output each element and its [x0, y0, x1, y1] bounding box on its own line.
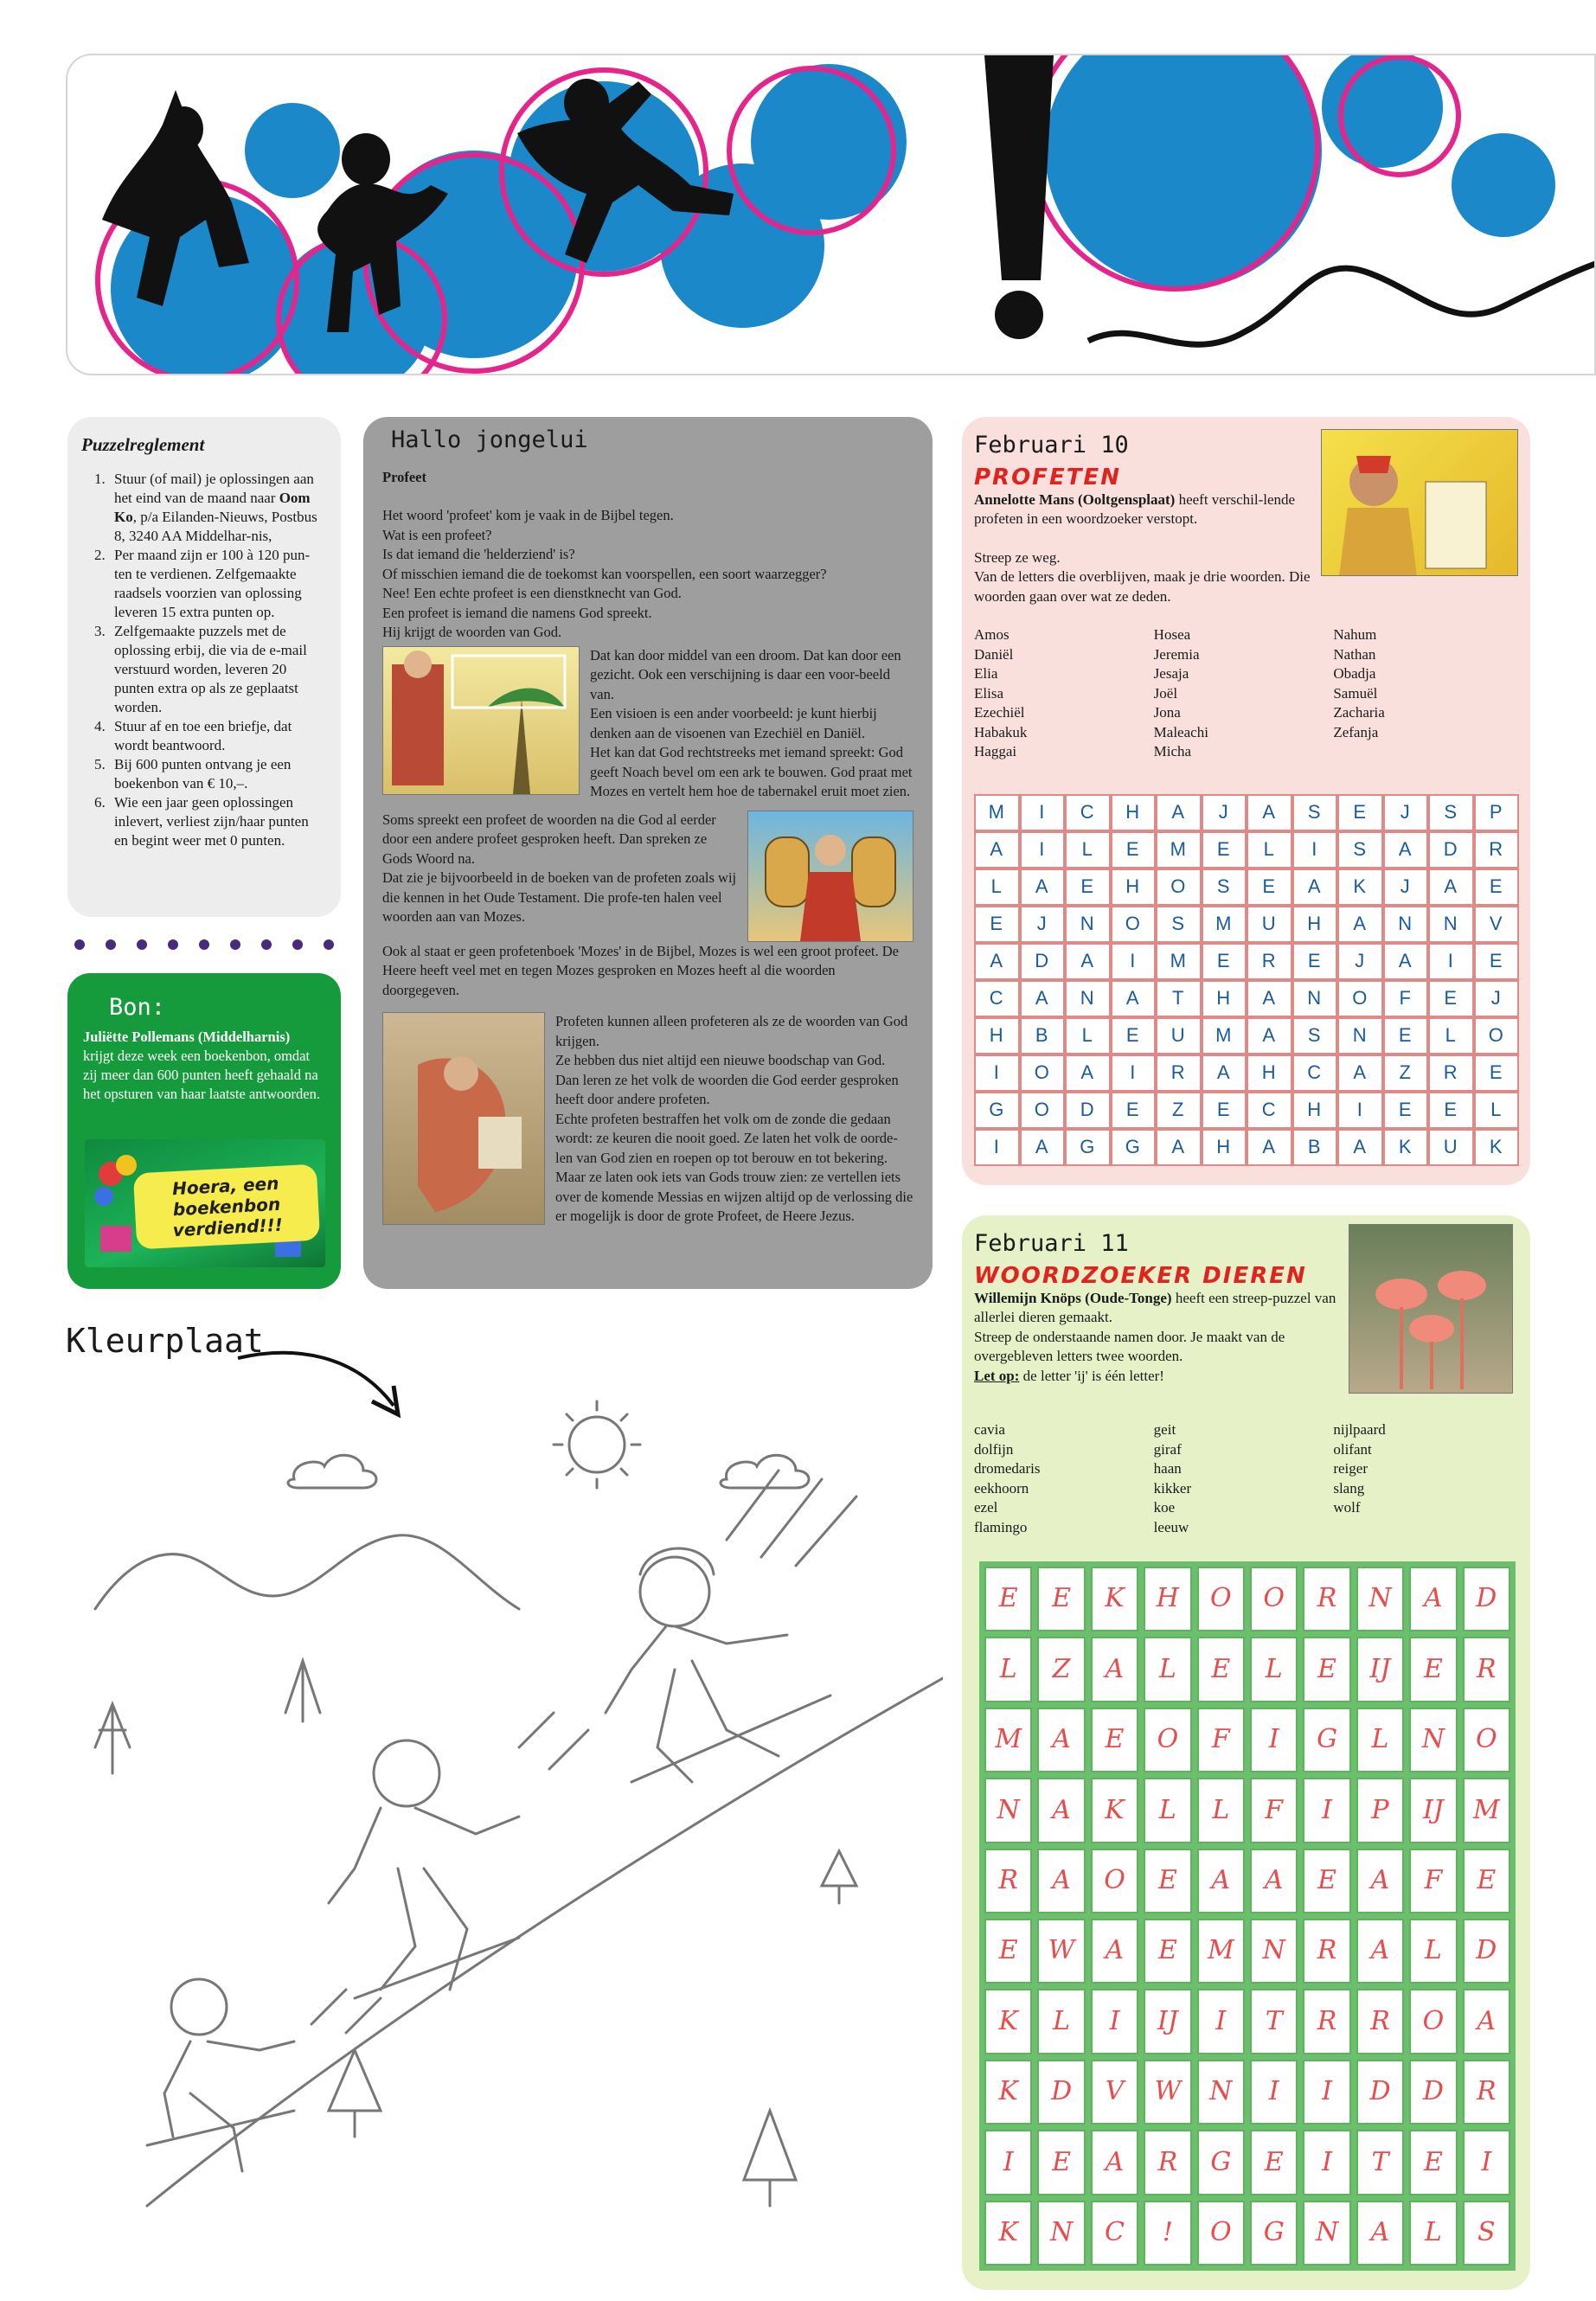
grid-cell: C	[1065, 794, 1111, 831]
grid-cell: D	[1065, 1092, 1111, 1129]
grid-cell: I	[1303, 2060, 1350, 2125]
grid-cell: D	[1356, 2060, 1404, 2125]
grid-cell: A	[1337, 906, 1383, 943]
hallo-line: Wat is een profeet?	[382, 526, 492, 543]
grid-cell: G	[1111, 1129, 1157, 1166]
boekenbon-caption: Hoera, een boekenbon verdiend!!!	[133, 1164, 320, 1250]
grid-cell: H	[1111, 794, 1157, 831]
grid-cell: O	[1111, 906, 1157, 943]
hallo-panel	[363, 417, 933, 1289]
rule-item: 1. Stuur (of mail) je oplossingen aan het eind van de maand naar Oom Ko, p/a Eilanden-Nieuws, Postbus 8, 3240 AA Middelhar-nis,	[109, 470, 325, 546]
grid-cell: L	[1356, 1708, 1404, 1772]
bon-title: Bon:	[109, 994, 166, 1021]
grid-cell: A	[1356, 1919, 1404, 1984]
grid-cell: G	[1303, 1708, 1350, 1772]
grid-cell: J	[1337, 943, 1383, 980]
grid-cell: A	[1020, 1129, 1066, 1166]
grid-cell: R	[1156, 1054, 1202, 1092]
grid-cell: C	[974, 980, 1020, 1017]
rules-panel	[67, 417, 341, 917]
grid-cell: A	[1409, 1567, 1457, 1631]
grid-cell: A	[1020, 980, 1066, 1017]
grid-cell: Z	[1383, 1054, 1429, 1092]
grid-cell: B	[1020, 1017, 1066, 1054]
grid-cell: I	[1337, 1092, 1383, 1129]
grid-cell: R	[1474, 831, 1520, 868]
grid-cell: O	[1463, 1708, 1510, 1772]
grid-cell: L	[974, 868, 1020, 906]
grid-cell: K	[1091, 1778, 1138, 1843]
grid-cell: E	[984, 1567, 1032, 1631]
feb11-title: Februari 11	[974, 1230, 1129, 1257]
grid-cell: P	[1474, 794, 1520, 831]
grid-cell: G	[1250, 2201, 1298, 2266]
grid-cell: J	[1383, 868, 1429, 906]
grid-cell: A	[1111, 980, 1157, 1017]
grid-cell: H	[1292, 1092, 1338, 1129]
grid-cell: I	[1111, 1054, 1157, 1092]
grid-cell: N	[1428, 906, 1474, 943]
grid-cell: E	[1037, 2130, 1085, 2195]
grid-cell: S	[1428, 794, 1474, 831]
grid-cell: L	[1065, 831, 1111, 868]
grid-cell: E	[1144, 1849, 1191, 1913]
feb10-instruction: Streep ze weg.	[974, 548, 1061, 566]
grid-cell: O	[1409, 1989, 1457, 2054]
grid-cell: L	[1037, 1989, 1085, 2054]
boekenbon-image	[85, 1139, 325, 1267]
grid-cell: Z	[1037, 1637, 1085, 1702]
prophet-scroll-image	[1321, 429, 1518, 576]
grid-cell: I	[1091, 1989, 1138, 2054]
grid-cell: V	[1091, 2060, 1138, 2125]
grid-cell: A	[1383, 831, 1429, 868]
grid-cell: E	[1474, 868, 1520, 906]
grid-cell: L	[1247, 831, 1292, 868]
bon-winner: Juliëtte Pollemans (Middelharnis)	[83, 1029, 291, 1045]
grid-cell: V	[1474, 906, 1520, 943]
grid-cell: O	[1020, 1092, 1066, 1129]
grid-cell: E	[1292, 943, 1338, 980]
dot-divider	[67, 934, 341, 955]
grid-cell: H	[974, 1017, 1020, 1054]
grid-cell: N	[1383, 906, 1429, 943]
grid-cell: O	[1020, 1054, 1066, 1092]
grid-cell: R	[1356, 1989, 1404, 2054]
grid-cell: R	[1247, 943, 1292, 980]
grid-cell: A	[1197, 1849, 1245, 1913]
hallo-paragraph: Een visioen is een ander voorbeeld: je kunt hierbij denken aan de visoenen van Ezechiël en Daniël.	[590, 705, 877, 741]
grid-cell: I	[974, 1129, 1020, 1166]
grid-cell: I	[1303, 2130, 1350, 2195]
grid-cell: M	[974, 794, 1020, 831]
grid-cell: E	[1474, 1054, 1520, 1092]
rule-item: 6. Wie een jaar geen oplossingen inlevert, verliest zijn/haar punten en begint weer met 0 punten.	[109, 793, 325, 850]
hallo-title: Hallo jongelui	[391, 426, 588, 453]
feb10-intro: Annelotte Mans (Ooltgensplaat) heeft verschil-lende profeten in een woordzoeker verstopt.	[974, 490, 1296, 527]
banner-illustration	[67, 55, 1596, 375]
grid-cell: M	[1202, 1017, 1247, 1054]
feb10-instruction: Van de letters die overblijven, maak je drie woorden. Die woorden gaan over wat ze deden.	[974, 568, 1311, 605]
grid-cell: E	[1202, 831, 1247, 868]
grid-cell: E	[1111, 831, 1157, 868]
grid-cell: N	[1303, 2201, 1350, 2266]
grid-cell: K	[1091, 1567, 1138, 1631]
grid-cell: I	[1303, 1778, 1350, 1843]
grid-cell: A	[1428, 868, 1474, 906]
grid-cell: J	[1202, 794, 1247, 831]
grid-cell: E	[1383, 1017, 1429, 1054]
grid-cell: A	[1292, 868, 1338, 906]
hallo-paragraph: Ook al staat er geen profetenboek 'Mozes' in de Bijbel, Mozes is wel een groot profeet. De Heere heeft veel met en tegen Mozes gesproken en Mozes heeft al die woorden doorgegeven.	[382, 942, 899, 998]
grid-cell: IJ	[1409, 1778, 1457, 1843]
grid-cell: A	[1337, 1129, 1383, 1166]
grid-cell: A	[1091, 1637, 1138, 1702]
grid-cell: I	[1428, 943, 1474, 980]
grid-cell: N	[984, 1778, 1032, 1843]
feb10-wordsearch-grid	[974, 794, 1519, 1166]
grid-cell: G	[1065, 1129, 1111, 1166]
grid-cell: L	[1144, 1778, 1191, 1843]
grid-cell: A	[974, 831, 1020, 868]
grid-cell: A	[1247, 1017, 1292, 1054]
grid-cell: A	[1247, 794, 1292, 831]
hallo-line: Een profeet is iemand die namens God spreekt.	[382, 604, 652, 621]
grid-cell: H	[1247, 1054, 1292, 1092]
grid-cell: O	[1337, 980, 1383, 1017]
rules-list	[81, 470, 325, 850]
grid-cell: A	[1247, 980, 1292, 1017]
grid-cell: L	[1409, 2201, 1457, 2266]
grid-cell: K	[984, 1989, 1032, 2054]
grid-cell: F	[1250, 1778, 1298, 1843]
hallo-paragraph: Echte profeten bestraffen het volk om de zonde die gedaan wordt: ze keuren die nooit goed. Ze laten het volk de oorde-len van God zien en roepen op tot berouw en tot bekering.	[555, 1110, 898, 1166]
grid-cell: !	[1144, 2201, 1191, 2266]
grid-cell: F	[1409, 1849, 1457, 1913]
grid-cell: L	[984, 1637, 1032, 1702]
grid-cell: L	[1474, 1092, 1520, 1129]
hallo-line: Nee! Een echte profeet is een dienstknecht van God.	[382, 585, 682, 601]
grid-cell: D	[1463, 1567, 1510, 1631]
grid-cell: E	[1474, 943, 1520, 980]
grid-cell: E	[1247, 868, 1292, 906]
grid-cell: N	[1197, 2060, 1245, 2125]
grid-cell: A	[1337, 1054, 1383, 1092]
grid-cell: K	[984, 2201, 1032, 2266]
grid-cell: D	[1409, 2060, 1457, 2125]
grid-cell: J	[1020, 906, 1066, 943]
grid-cell: A	[1037, 1849, 1085, 1913]
grid-cell: R	[1303, 1567, 1350, 1631]
grid-cell: S	[1156, 906, 1202, 943]
grid-cell: I	[1463, 2130, 1510, 2195]
grid-cell: O	[1474, 1017, 1520, 1054]
grid-cell: N	[1409, 1708, 1457, 1772]
grid-cell: A	[1037, 1708, 1085, 1772]
grid-cell: F	[1383, 980, 1429, 1017]
grid-cell: A	[1065, 1054, 1111, 1092]
grid-cell: I	[984, 2130, 1032, 2195]
bon-text: Juliëtte Pollemans (Middelharnis) krijgt deze week een boekenbon, omdat zij meer dan 600 punten heeft gehaald na het opsturen van haar laatste antwoorden.	[83, 1029, 320, 1102]
hallo-line: Is dat iemand die 'helderziend' is?	[382, 546, 575, 562]
grid-cell: IJ	[1356, 1637, 1404, 1702]
grid-cell: L	[1144, 1637, 1191, 1702]
grid-cell: E	[1202, 1092, 1247, 1129]
grid-cell: R	[1303, 1919, 1350, 1984]
grid-cell: I	[974, 1054, 1020, 1092]
grid-cell: L	[1197, 1778, 1245, 1843]
grid-cell: A	[1156, 1129, 1202, 1166]
grid-cell: E	[1065, 868, 1111, 906]
grid-cell: E	[1111, 1017, 1157, 1054]
grid-cell: A	[1247, 1129, 1292, 1166]
grid-cell: E	[1111, 1092, 1157, 1129]
grid-cell: E	[1144, 1919, 1191, 1984]
grid-cell: G	[1197, 2130, 1245, 2195]
hallo-paragraph: Maar ze laten ook iets van Gods trouw zien: ze vertellen iets over de komende Messias en wijzen altijd op de verlossing die er mogelijk is door de grote Profeet, de Heere Jezus.	[555, 1169, 913, 1224]
grid-cell: N	[1292, 980, 1338, 1017]
grid-cell: N	[1065, 980, 1111, 1017]
rule-item: 5. Bij 600 punten ontvang je een boekenbon van € 10,–.	[109, 755, 325, 793]
grid-cell: I	[1197, 1989, 1245, 2054]
grid-cell: IJ	[1144, 1989, 1191, 2054]
header-banner	[66, 54, 1596, 375]
grid-cell: H	[1292, 906, 1338, 943]
grid-cell: C	[1292, 1054, 1338, 1092]
grid-cell: K	[1383, 1129, 1429, 1166]
grid-cell: A	[1156, 794, 1202, 831]
grid-cell: M	[1156, 943, 1202, 980]
prophet-fresco-image	[382, 1012, 545, 1225]
grid-cell: L	[1065, 1017, 1111, 1054]
hallo-paragraph: Dat zie je bijvoorbeeld in de boeken van de profeten zoals wij die kennen in het Oude Testament. Die profe-ten halen veel woorden aan van Mozes.	[382, 869, 737, 925]
grid-cell: S	[1292, 794, 1338, 831]
grid-cell: R	[1303, 1989, 1350, 2054]
coloring-page-illustration	[69, 1384, 943, 2284]
hallo-paragraph: Dat kan door middel van een droom. Dat kan door een gezicht. Ook een verschijning is daar een voor-beeld van.	[590, 646, 901, 702]
feb11-intro: Willemijn Knöps (Oude-Tonge) heeft een streep-puzzel van allerlei dieren gemaakt.	[974, 1289, 1336, 1325]
grid-cell: A	[1020, 868, 1066, 906]
grid-cell: A	[1091, 2130, 1138, 2195]
grid-cell: K	[1474, 1129, 1520, 1166]
feb11-wordsearch-grid	[979, 1561, 1516, 2271]
grid-cell: M	[984, 1708, 1032, 1772]
grid-cell: S	[1463, 2201, 1510, 2266]
grid-cell: H	[1202, 1129, 1247, 1166]
grid-cell: E	[1250, 2130, 1298, 2195]
moses-tablets-image	[747, 811, 913, 942]
grid-cell: S	[1202, 868, 1247, 906]
grid-cell: K	[984, 2060, 1032, 2125]
grid-cell: A	[1202, 1054, 1247, 1092]
grid-cell: O	[1197, 1567, 1245, 1631]
grid-cell: D	[1020, 943, 1066, 980]
prophet-vision-image	[382, 646, 580, 795]
grid-cell: N	[1250, 1919, 1298, 1984]
hallo-line: Of misschien iemand die de toekomst kan voorspellen, een soort waarzegger?	[382, 565, 827, 582]
grid-cell: I	[1250, 1708, 1298, 1772]
grid-cell: A	[1065, 943, 1111, 980]
grid-cell: O	[1156, 868, 1202, 906]
grid-cell: A	[1383, 943, 1429, 980]
feb11-wordlist: cavia dolfijn dromedaris eekhoorn ezel flamingo geit giraf haan kikker koe leeuw nijlpaard olifant reiger slang wolf	[974, 1421, 1386, 1535]
grid-cell: E	[1037, 1567, 1085, 1631]
grid-cell: T	[1356, 2130, 1404, 2195]
feb10-title: Februari 10	[974, 432, 1129, 458]
grid-cell: L	[1428, 1017, 1474, 1054]
grid-cell: I	[1292, 831, 1338, 868]
rule-item: 3. Zelfgemaakte puzzels met de oplossing erbij, die via de e-mail verstuurd worden, leveren 20 punten extra op als ze geplaatst worden.	[109, 622, 325, 717]
grid-cell: E	[1202, 943, 1247, 980]
grid-cell: O	[1197, 2201, 1245, 2266]
grid-cell: C	[1247, 1092, 1292, 1129]
grid-cell: E	[1428, 980, 1474, 1017]
bon-panel	[67, 973, 341, 1289]
hallo-paragraph: Het kan dat God rechtstreeks met iemand spreekt: God geeft Noach bevel om een ark te bouwen. God praat met Mozes en vertelt hem hoe de tabernakel eruit moet zien.	[590, 744, 913, 799]
hallo-subtitle: Profeet	[382, 468, 426, 485]
grid-cell: E	[1337, 794, 1383, 831]
rule-item: 2. Per maand zijn er 100 à 120 pun-ten te verdienen. Zelfgemaakte raadsels voorzien van oplossing leveren 15 extra punten op.	[109, 546, 325, 622]
grid-cell: M	[1156, 831, 1202, 868]
grid-cell: H	[1202, 980, 1247, 1017]
februari-11-panel	[962, 1215, 1530, 2290]
grid-cell: M	[1202, 906, 1247, 943]
grid-cell: D	[1037, 2060, 1085, 2125]
grid-cell: E	[1409, 1637, 1457, 1702]
grid-cell: M	[1197, 1919, 1245, 1984]
hallo-paragraph: Ze hebben dus niet altijd een nieuwe boodschap van God.	[555, 1052, 886, 1068]
grid-cell: O	[1144, 1708, 1191, 1772]
grid-cell: E	[1463, 1849, 1510, 1913]
grid-cell: D	[1428, 831, 1474, 868]
grid-cell: E	[1303, 1637, 1350, 1702]
grid-cell: N	[1337, 1017, 1383, 1054]
hallo-paragraph: Profeten kunnen alleen profeteren als ze de woorden van God krijgen.	[555, 1013, 908, 1049]
grid-cell: E	[1409, 2130, 1457, 2195]
grid-cell: A	[1037, 1778, 1085, 1843]
grid-cell: H	[1144, 1567, 1191, 1631]
grid-cell: N	[1356, 1567, 1404, 1631]
grid-cell: E	[974, 906, 1020, 943]
grid-cell: A	[1463, 1989, 1510, 2054]
grid-cell: S	[1292, 1017, 1338, 1054]
grid-cell: E	[1197, 1637, 1245, 1702]
feb10-wordlist: Amos Daniël Elia Elisa Ezechiël Habakuk Haggai Hosea Jeremia Jesaja Joël Jona Maleachi Micha Nahum Nathan Obadja Samuël Zacharia Zefanja	[974, 626, 1385, 760]
hallo-paragraph: Dan leren ze het volk de woorden die God eerder gesproken heeft door andere profeten.	[555, 1071, 899, 1107]
grid-cell: D	[1463, 1919, 1510, 1984]
grid-cell: U	[1428, 1129, 1474, 1166]
grid-cell: S	[1337, 831, 1383, 868]
grid-cell: T	[1156, 980, 1202, 1017]
flamingo-image	[1349, 1224, 1513, 1394]
grid-cell: K	[1337, 868, 1383, 906]
grid-cell: A	[1091, 1919, 1138, 1984]
grid-cell: F	[1197, 1708, 1245, 1772]
feb11-instruction: Streep de onderstaande namen door. Je maakt van de overgebleven letters twee woorden.	[974, 1328, 1285, 1364]
grid-cell: A	[974, 943, 1020, 980]
grid-cell: R	[984, 1849, 1032, 1913]
grid-cell: A	[1356, 1849, 1404, 1913]
februari-10-panel	[962, 417, 1530, 1185]
grid-cell: E	[1303, 1849, 1350, 1913]
grid-cell: M	[1463, 1778, 1510, 1843]
grid-cell: R	[1144, 2130, 1191, 2195]
grid-cell: G	[974, 1092, 1020, 1129]
grid-cell: I	[1111, 943, 1157, 980]
hallo-paragraph: Soms spreekt een profeet de woorden na die God al eerder door een andere profeet gesproken heeft. Dan spreken ze Gods Woord na.	[382, 811, 716, 867]
grid-cell: B	[1292, 1129, 1338, 1166]
grid-cell: R	[1428, 1054, 1474, 1092]
grid-cell: R	[1463, 1637, 1510, 1702]
grid-cell: I	[1250, 2060, 1298, 2125]
grid-cell: U	[1156, 1017, 1202, 1054]
feb11-heading: WOORDZOEKER DIEREN	[974, 1262, 1307, 1289]
hallo-line: Hij krijgt de woorden van God.	[382, 624, 562, 640]
grid-cell: A	[1356, 2201, 1404, 2266]
grid-cell: P	[1356, 1778, 1404, 1843]
grid-cell: L	[1409, 1919, 1457, 1984]
grid-cell: I	[1020, 794, 1066, 831]
grid-cell: U	[1247, 906, 1292, 943]
grid-cell: H	[1111, 868, 1157, 906]
grid-cell: N	[1037, 2201, 1085, 2266]
grid-cell: L	[1250, 1637, 1298, 1702]
rules-title: Puzzelreglement	[81, 434, 205, 455]
grid-cell: E	[1428, 1092, 1474, 1129]
grid-cell: W	[1144, 2060, 1191, 2125]
grid-cell: A	[1250, 1849, 1298, 1913]
grid-cell: R	[1463, 2060, 1510, 2125]
feb11-note: Let op: de letter 'ij' is één letter!	[974, 1367, 1164, 1384]
grid-cell: C	[1091, 2201, 1138, 2266]
hallo-line: Het woord 'profeet' kom je vaak in de Bijbel tegen.	[382, 507, 674, 523]
grid-cell: W	[1037, 1919, 1085, 1984]
kleurplaat-title: Kleurplaat	[66, 1322, 264, 1360]
grid-cell: J	[1474, 980, 1520, 1017]
grid-cell: E	[984, 1919, 1032, 1984]
grid-cell: T	[1250, 1989, 1298, 2054]
grid-cell: I	[1020, 831, 1066, 868]
grid-cell: E	[1383, 1092, 1429, 1129]
rule-item: 4. Stuur af en toe een briefje, dat wordt beantwoord.	[109, 717, 325, 755]
grid-cell: N	[1065, 906, 1111, 943]
grid-cell: Z	[1156, 1092, 1202, 1129]
grid-cell: E	[1091, 1708, 1138, 1772]
grid-cell: O	[1250, 1567, 1298, 1631]
feb10-heading: PROFETEN	[974, 464, 1121, 490]
grid-cell: J	[1383, 794, 1429, 831]
grid-cell: O	[1091, 1849, 1138, 1913]
